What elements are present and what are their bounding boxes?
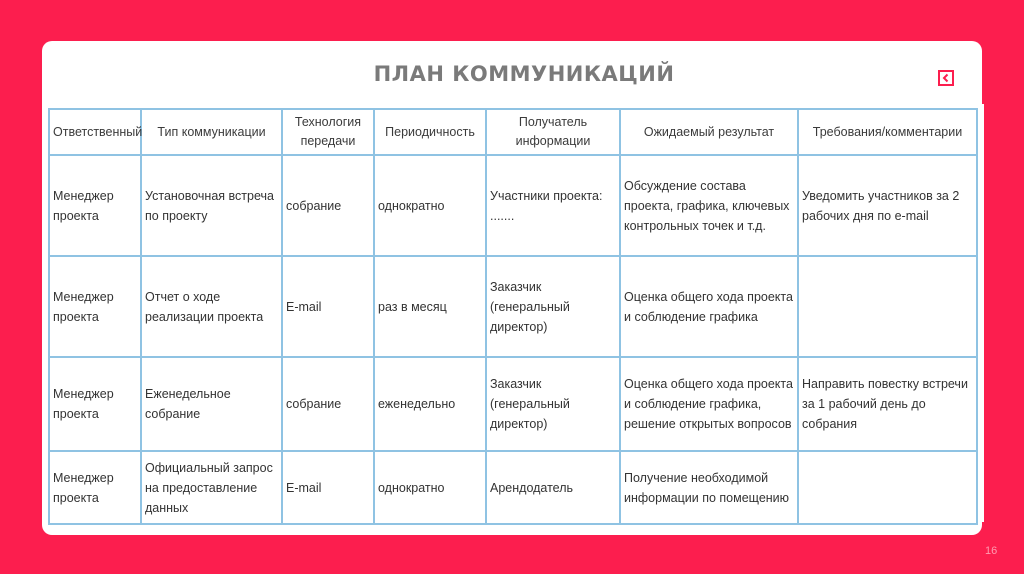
table-cell: Оценка общего хода проекта и соблюдение графика, решение открытых вопросов [620, 357, 798, 451]
table-cell: Заказчик (генеральный директор) [486, 357, 620, 451]
column-header: Получатель информации [486, 109, 620, 155]
table-row [49, 256, 977, 357]
table-cell: E-mail [282, 256, 374, 357]
table-row [49, 155, 977, 256]
table-header-row [49, 109, 977, 155]
table-cell: Уведомить участников за 2 рабочих дня по e-mail [798, 155, 977, 256]
table-cell: собрание [282, 155, 374, 256]
table-cell: еженедельно [374, 357, 486, 451]
slide-title: ПЛАН КОММУНИКАЦИЙ [373, 62, 675, 86]
table-cell: Установочная встреча по проекту [141, 155, 282, 256]
table-cell [798, 256, 977, 357]
table-cell: Заказчик (генеральный директор) [486, 256, 620, 357]
table-cell: Участники проекта: ....... [486, 155, 620, 256]
table-cell: Менеджер проекта [49, 256, 141, 357]
table-cell: однократно [374, 155, 486, 256]
column-header: Тип коммуникации [141, 109, 282, 155]
table-cell: Еженедельное собрание [141, 357, 282, 451]
column-header: Технология передачи [282, 109, 374, 155]
column-header: Требования/комментарии [798, 109, 977, 155]
table-cell: Оценка общего хода проекта и соблюдение графика [620, 256, 798, 357]
table-cell: Менеджер проекта [49, 451, 141, 524]
table-cell: Менеджер проекта [49, 357, 141, 451]
table-cell: Отчет о ходе реализации проекта [141, 256, 282, 357]
page-number: 16 [985, 545, 998, 557]
table-cell: Направить повестку встречи за 1 рабочий день до собрания [798, 357, 977, 451]
table-cell: Менеджер проекта [49, 155, 141, 256]
chevron-left-icon [941, 73, 951, 83]
table-cell: собрание [282, 357, 374, 451]
table-image-area [45, 104, 984, 522]
table-cell: Обсуждение состава проекта, графика, ключевых контрольных точек и т.д. [620, 155, 798, 256]
table-cell: E-mail [282, 451, 374, 524]
column-header: Периодичность [374, 109, 486, 155]
table-row [49, 357, 977, 451]
table-row [49, 451, 977, 524]
table-cell: раз в месяц [374, 256, 486, 357]
column-header: Ожидаемый результат [620, 109, 798, 155]
table-cell: однократно [374, 451, 486, 524]
column-header: Ответственный [49, 109, 141, 155]
table-cell: Получение необходимой информации по помещению [620, 451, 798, 524]
table-cell [798, 451, 977, 524]
communication-plan-table [48, 108, 978, 525]
back-nav-button[interactable] [938, 70, 954, 86]
table-cell: Арендодатель [486, 451, 620, 524]
table-cell: Официальный запрос на предоставление данных [141, 451, 282, 524]
